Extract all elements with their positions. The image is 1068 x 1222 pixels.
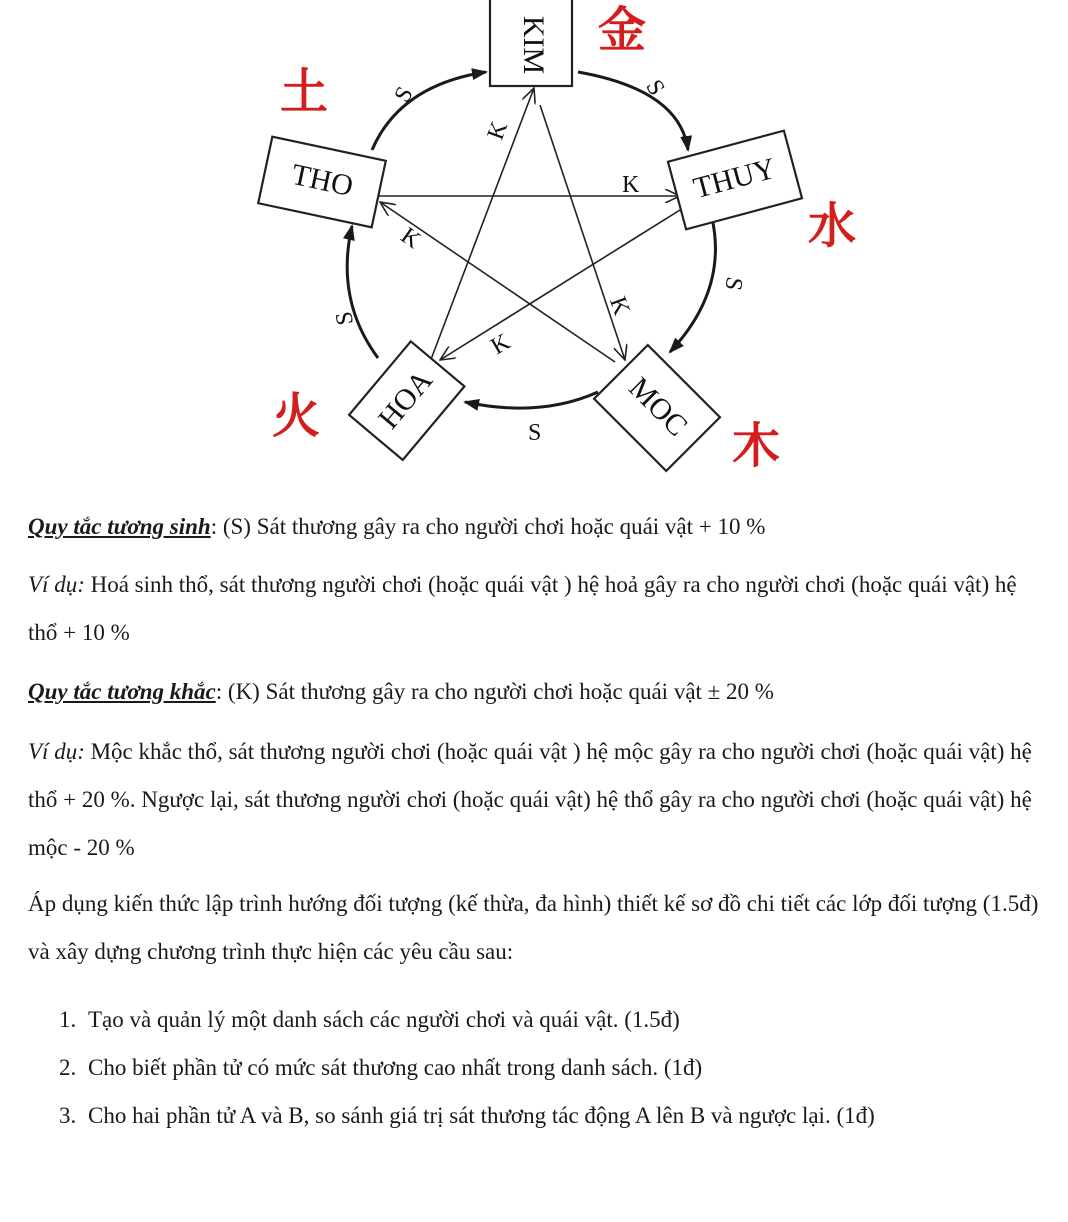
han-hoa: 火	[272, 388, 321, 444]
element-kim-label: KIM	[517, 15, 551, 75]
element-kim	[490, 0, 572, 86]
sinh-arc-kim-thuy	[578, 72, 688, 150]
khac-marker: K	[395, 222, 426, 255]
rule-khac	[28, 668, 1044, 716]
list-item: 2. Cho biết phần tử có mức sát thương cao nhất trong danh sách. (1đ)	[82, 1044, 1044, 1092]
element-thuy-label: THUY	[690, 151, 780, 206]
example-label: Ví dụ:	[28, 572, 85, 597]
rule-sinh-title: Quy tắc tương sinh	[28, 514, 211, 539]
rule-sinh	[28, 503, 1044, 551]
khac-edge-thuy-hoa	[440, 205, 688, 360]
element-moc	[594, 345, 720, 471]
sinh-arc-hoa-tho	[347, 226, 378, 358]
list-item: 3. Cho hai phần tử A và B, so sánh giá trị sát thương tác động A lên B và ngược lại. (1đ)	[82, 1092, 1044, 1140]
list-item: 1. Tạo và quản lý một danh sách các người chơi và quái vật. (1.5đ)	[82, 996, 1044, 1044]
sinh-marker: S	[331, 309, 360, 328]
sinh-marker: S	[719, 274, 748, 293]
han-kim: 金	[598, 2, 647, 58]
khac-marker: K	[482, 118, 514, 144]
khac-marker: K	[622, 172, 640, 198]
example-label: Ví dụ:	[28, 739, 85, 764]
sinh-marker: S	[389, 82, 419, 107]
intro-paragraph	[28, 880, 1044, 976]
sinh-marker: S	[528, 420, 542, 446]
rule-khac-example	[28, 728, 1044, 872]
rule-khac-title: Quy tắc tương khắc	[28, 679, 216, 704]
khac-marker: K	[604, 293, 635, 319]
rule-sinh-tail: : (S) Sát thương gây ra cho người chơi hoặc quái vật + 10 %	[210, 514, 766, 539]
sinh-marker: S	[640, 75, 670, 101]
han-moc: 木	[732, 418, 781, 474]
element-tho-label: THO	[288, 157, 356, 203]
rule-khac-tail: : (K) Sát thương gây ra cho người chơi hoặc quái vật ± 20 %	[215, 679, 774, 704]
khac-marker: K	[486, 329, 515, 361]
sinh-arc-tho-kim	[372, 72, 486, 150]
wu-xing-diagram	[0, 0, 1068, 500]
element-tho	[258, 137, 386, 228]
rule-sinh-example	[28, 561, 1044, 657]
element-hoa-label: HOA	[372, 364, 440, 436]
example-text: Hoá sinh thổ, sát thương người chơi (hoặc quái vật ) hệ hoả gây ra cho người chơi (hoặc quái vật) hệ thổ + 10 %	[28, 572, 1017, 645]
element-moc-label: MOC	[622, 371, 694, 443]
example-text: Mộc khắc thổ, sát thương người chơi (hoặc quái vật ) hệ mộc gây ra cho người chơi (hoặc quái vật) hệ thổ + 20 %. Ngược lại, sát thương người chơi (hoặc quái vật) hệ thổ gây ra cho người chơi (hoặc quái vật) hệ mộc - 20 %	[28, 739, 1032, 860]
khac-edge-hoa-kim	[430, 88, 534, 362]
han-tho: 土	[280, 64, 329, 120]
sinh-arc-moc-hoa	[465, 392, 598, 408]
intro-text: Áp dụng kiến thức lập trình hướng đối tượng (kế thừa, đa hình) thiết kế sơ đồ chi tiết các lớp đối tượng (1.5đ) và xây dựng chương trình thực hiện các yêu cầu sau:	[28, 891, 1039, 964]
sinh-arc-thuy-moc	[670, 218, 715, 352]
khac-edge-kim-moc	[540, 105, 625, 360]
task-list	[0, 996, 1044, 1140]
element-hoa	[349, 341, 464, 460]
han-thuy: 水	[808, 198, 857, 254]
